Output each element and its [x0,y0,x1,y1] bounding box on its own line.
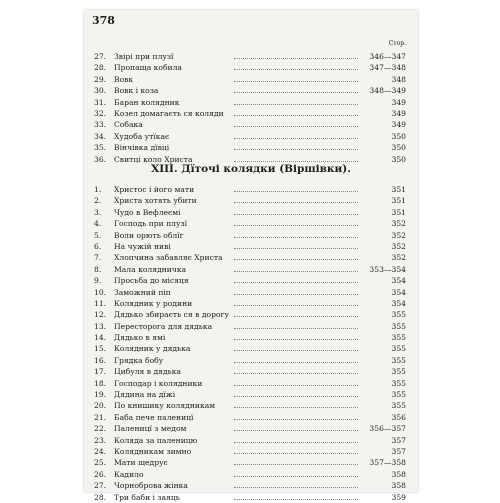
dot-leader [234,237,358,238]
entry-pages: 356—357 [369,424,406,434]
dot-leader [234,271,358,272]
section-title: XIII. Дїточі колядки (Віршівки). [151,163,351,175]
entry-title: Грядка бобу [114,355,164,365]
contents-entry [84,469,418,480]
entry-title: Господар і колядники [114,378,203,388]
contents-entry [84,457,418,468]
entry-pages: 348 [391,74,406,84]
contents-entry [84,287,418,298]
entry-number: 20. [94,401,107,411]
entry-pages: 352 [391,219,406,229]
entry-pages: 351 [391,185,406,194]
dot-leader [234,430,358,431]
entry-title: Господь при плузї [114,219,188,229]
entry-title: Мала колядничка [114,264,187,274]
contents-entry [84,97,418,108]
entry-title: Коляда за паленицю [114,435,198,445]
entry-title: По книшику колядникам [114,401,216,411]
entry-title: Дядина на дїжі [114,390,176,400]
entry-pages: 355 [391,321,406,331]
dot-leader [234,259,358,260]
contents-entry [84,378,418,389]
entry-number: 4. [94,219,102,229]
entry-title: Чорноброва жінка [114,481,188,491]
entry-number: 3. [94,207,102,217]
entry-pages: 357 [391,446,406,456]
contents-entry [84,389,418,400]
dot-leader [234,407,358,408]
dot-leader [234,214,358,215]
entry-number: 32. [94,108,107,118]
entry-number: 9. [94,276,102,286]
entry-number: 17. [94,367,107,377]
entry-pages: 354 [391,298,406,308]
dot-leader [234,305,358,306]
entry-title: На чужій ниві [114,241,171,251]
contents-entry [84,131,418,142]
entry-number: 23. [94,435,107,445]
dot-leader [234,138,358,139]
entry-pages: 349 [391,97,406,107]
entry-title: Хлопчина забавляє Христа [114,253,223,263]
entry-pages: 358 [391,481,406,491]
entry-pages: 354 [391,276,406,286]
entry-number: 12. [94,310,107,320]
dot-leader [234,396,358,397]
entry-title: Пропаща кобила [114,63,182,73]
entry-title: Просьба до місяця [114,276,189,286]
dot-leader [234,149,358,150]
contents-entry [84,492,418,503]
contents-entry [84,332,418,343]
entry-title: Заможний піп [114,287,171,297]
contents-entry [84,435,418,446]
entry-pages: 357—358 [369,458,406,468]
contents-entry [84,207,418,218]
entry-pages: 355 [391,378,406,388]
dot-leader [234,362,358,363]
contents-entry [84,184,418,195]
entry-pages: 353—354 [369,264,406,274]
entry-title: Паленицї з медом [114,424,187,434]
entry-title: Свитці коло Христа [114,154,193,164]
entry-title: Козел домагаєть ся коляди [114,108,224,118]
entry-title: Христа хотять убити [114,196,197,206]
entry-title: Дядько в ямі [114,333,166,343]
entry-number: 28. [94,63,107,73]
contents-entry [84,412,418,423]
dot-leader [234,328,358,329]
entry-title: Воли орють облїг [114,230,184,240]
dot-leader [234,81,358,82]
dot-leader [234,225,358,226]
entry-pages: 351 [391,196,406,206]
entry-number: 5. [94,230,102,240]
contents-entry [84,230,418,241]
contents-entry [84,108,418,119]
entry-title: Вовк і коза [114,86,159,96]
dot-leader [234,373,358,374]
dot-leader [234,161,358,162]
entry-number: 13. [94,321,107,331]
dot-leader [234,58,358,59]
entry-pages: 349 [391,120,406,130]
entry-number: 6. [94,241,102,251]
entry-pages: 354 [391,287,406,297]
entry-number: 31. [94,97,107,107]
entry-title: Вінчівка дївці [114,143,170,153]
entry-pages: 350 [391,143,406,153]
contents-list-continued [84,51,418,165]
entry-number: 11. [94,298,107,308]
entry-number: 34. [94,131,107,141]
entry-number: 8. [94,264,102,274]
entry-pages: 355 [391,355,406,365]
contents-entry [84,264,418,275]
page-number: 378 [92,14,115,27]
entry-number: 35. [94,143,107,153]
contents-entry [84,74,418,85]
entry-number: 16. [94,355,107,365]
contents-entry [84,298,418,309]
contents-list-section-xiii [84,184,418,503]
dot-leader [234,442,358,443]
contents-entry [84,423,418,434]
entry-pages: 352 [391,253,406,263]
dot-leader [234,419,358,420]
page-column-label: Стор. [388,40,406,47]
dot-leader [234,115,358,116]
book-page [84,10,418,502]
entry-pages: 347—348 [369,63,406,73]
dot-leader [234,282,358,283]
entry-number: 25. [94,458,107,468]
entry-number: 26. [94,469,107,479]
contents-entry [84,142,418,153]
entry-number: 15. [94,344,107,354]
contents-entry [84,275,418,286]
entry-number: 28. [94,492,107,502]
entry-number: 1. [94,185,102,194]
entry-number: 2. [94,196,102,206]
dot-leader [234,69,358,70]
entry-pages: 355 [391,344,406,354]
contents-entry [84,51,418,62]
dot-leader [234,316,358,317]
contents-entry [84,119,418,130]
entry-pages: 351 [391,207,406,217]
entry-title: Баба пече паленицї [114,412,194,422]
contents-entry [84,343,418,354]
entry-pages: 352 [391,230,406,240]
entry-number: 14. [94,333,107,343]
dot-leader [234,476,358,477]
entry-number: 27. [94,52,107,61]
entry-title: Звірі при плузї [114,52,174,61]
dot-leader [234,464,358,465]
entry-title: Кадило [114,469,144,479]
contents-entry [84,366,418,377]
dot-leader [234,294,358,295]
contents-entry [84,355,418,366]
contents-entry [84,480,418,491]
entry-pages: 359 [391,492,406,502]
entry-pages: 350 [391,131,406,141]
entry-title: Три баби і заяць [114,492,180,502]
entry-title: Дядько збираєть ся в дорогу [114,310,229,320]
entry-pages: 350 [391,154,406,164]
entry-title: Пересторога для дядька [114,321,213,331]
dot-leader [234,104,358,105]
contents-entry [84,85,418,96]
entry-title: Цибуля в дядька [114,367,181,377]
entry-title: Чудо в Вефлеємі [114,207,181,217]
entry-pages: 356 [391,412,406,422]
entry-title: Колядник у родини [114,298,193,308]
dot-leader [234,385,358,386]
entry-title: Христос і його мати [114,185,195,194]
dot-leader [234,453,358,454]
dot-leader [234,126,358,127]
entry-title: Колядник у дядька [114,344,191,354]
entry-title: Колядникам зимно [114,446,192,456]
contents-entry [84,218,418,229]
entry-title: Вовк [114,74,134,84]
entry-pages: 355 [391,367,406,377]
contents-entry [84,309,418,320]
contents-entry [84,252,418,263]
entry-pages: 352 [391,241,406,251]
entry-title: Мати щедрує [114,458,168,468]
entry-number: 7. [94,253,102,263]
entry-number: 19. [94,390,107,400]
entry-pages: 355 [391,310,406,320]
contents-entry [84,400,418,411]
dot-leader [234,339,358,340]
entry-title: Собака [114,120,143,130]
entry-pages: 355 [391,333,406,343]
entry-pages: 358 [391,469,406,479]
dot-leader [234,191,358,192]
entry-number: 18. [94,378,107,388]
entry-number: 27. [94,481,107,491]
entry-number: 33. [94,120,107,130]
entry-number: 36. [94,154,107,164]
entry-title: Баран колядник [114,97,180,107]
entry-number: 10. [94,287,107,297]
dot-leader [234,499,358,500]
entry-number: 24. [94,446,107,456]
contents-entry [84,241,418,252]
contents-entry [84,195,418,206]
entry-pages: 357 [391,435,406,445]
entry-number: 29. [94,74,107,84]
dot-leader [234,248,358,249]
entry-pages: 346—347 [369,52,406,61]
entry-number: 22. [94,424,107,434]
entry-title: Худоба утїкає [114,131,170,141]
dot-leader [234,92,358,93]
contents-entry [84,321,418,332]
dot-leader [234,202,358,203]
dot-leader [234,350,358,351]
entry-pages: 355 [391,401,406,411]
entry-pages: 348—349 [369,86,406,96]
entry-pages: 349 [391,108,406,118]
contents-entry [84,446,418,457]
entry-number: 21. [94,412,107,422]
dot-leader [234,487,358,488]
contents-entry [84,62,418,73]
entry-pages: 355 [391,390,406,400]
entry-number: 30. [94,86,107,96]
